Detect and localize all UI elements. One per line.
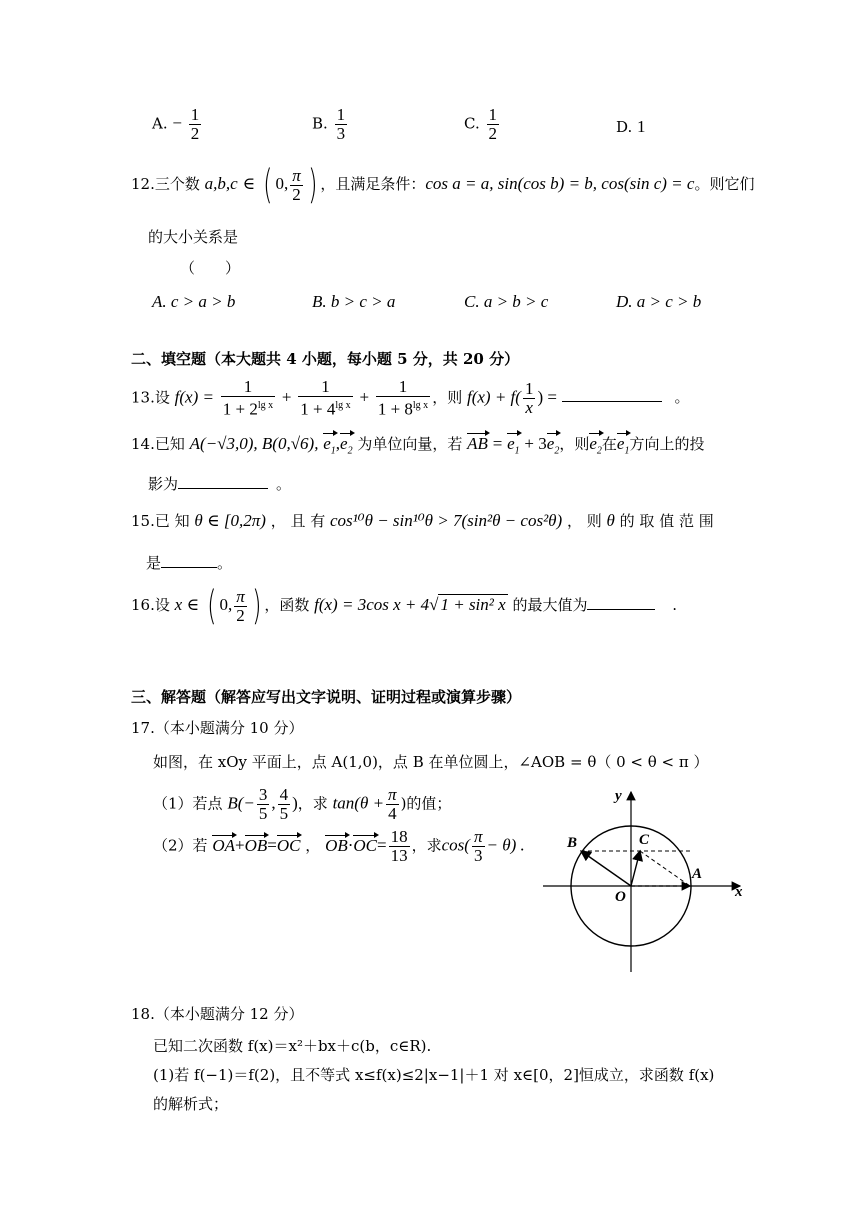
q17-p1-pi-frac	[386, 786, 399, 823]
q18-header: 18.（本小题满分 12 分）	[131, 1005, 304, 1023]
q18-intro: 已知二次函数 f(x)＝x²＋bx＋c(b，c∈R).	[153, 1037, 432, 1055]
q16-two: 2	[236, 605, 245, 625]
q14-number: 14.	[131, 435, 155, 453]
q12-cond-text: ，且满足条件：	[320, 175, 426, 193]
q13-end: 。	[674, 388, 690, 407]
q13-expr: f(x) + f(	[466, 387, 521, 407]
q13-t1-exp: lg x	[257, 400, 274, 411]
q17-p1-four: 4	[388, 804, 397, 823]
q11-d-val: 1	[637, 117, 646, 136]
q17-p1-n1: 3	[258, 785, 268, 804]
q12-rparen: )	[307, 162, 318, 208]
q17-p2-frac	[389, 828, 410, 865]
q17-p2-sep: ，	[305, 836, 321, 855]
q17-p1-d2: 5	[279, 804, 289, 823]
vector-oc	[631, 851, 640, 886]
q17-ob-vec: OB	[244, 835, 268, 855]
q14-text3: 在	[601, 435, 617, 453]
q16-number: 16.	[131, 596, 155, 614]
q16-text2: 的最大值为	[512, 596, 588, 614]
q12-option-d: D. a > c > b	[616, 292, 702, 311]
q11-b-den: 3	[336, 124, 346, 143]
q17-p1-close: )	[292, 793, 298, 813]
q13-t3-num: 1	[376, 378, 430, 397]
q17-p2-d: 13	[390, 846, 408, 865]
q13-term3	[376, 378, 430, 419]
q13-t3-den: 1 + 8	[377, 399, 413, 419]
q12-lparen: (	[262, 162, 273, 208]
q16-pi-frac	[234, 588, 247, 625]
q16-sqrt-body: 1 + sin² x	[440, 595, 506, 614]
q13-t2-exp: lg x	[335, 400, 351, 411]
q13-mid: ，则	[432, 388, 463, 407]
q17-oc-vec-2: OC	[353, 835, 378, 855]
q15-number: 15.	[131, 512, 155, 530]
q17-part1	[153, 786, 451, 823]
q15-lead: 已 知	[154, 512, 190, 530]
q11-a-frac	[189, 106, 202, 143]
q12-option-a: A. c > a > b	[152, 292, 236, 311]
q14-line1: 14.已知 A(−√3,0), B(0,√6), $e_1,e_2$ 为单位向量，若 AB = $e_1 + 3e_2$，则$e_2$在$e_1$方向上的投	[131, 434, 704, 461]
q14-text4: 方向上的投	[629, 435, 705, 453]
q13-plus1: +	[281, 387, 292, 407]
q13-close: ) =	[537, 387, 557, 407]
q12-intro: 三个数	[154, 175, 200, 193]
q13-t2-num: 1	[298, 378, 352, 397]
q13-t3-exp: lg x	[412, 400, 429, 411]
q11-b-frac	[335, 106, 348, 143]
q14-lead: 已知	[154, 435, 185, 453]
q14-e1b: e	[507, 434, 515, 453]
q11-option-c	[464, 106, 501, 143]
q16-rparen: )	[251, 583, 262, 629]
q14-line2	[148, 472, 291, 494]
q15-line2-text: 是	[146, 554, 162, 572]
unit-circle-figure	[535, 780, 750, 975]
q14-e2c-sub: 2	[596, 445, 602, 457]
q14-e2b: e	[546, 434, 555, 453]
q13-recip-num: 1	[524, 378, 534, 398]
q17-ob-vec-2: OB	[325, 835, 348, 855]
q13-answer-blank	[562, 385, 662, 402]
q13-t1-num: 1	[221, 378, 275, 397]
q13-t2-den-wrap	[298, 397, 352, 419]
q13-recip-den: x	[525, 397, 533, 417]
q13-fx: f(x) =	[174, 387, 214, 407]
q14-e1-sub: 1	[330, 445, 336, 457]
q15-expr: cos¹⁰θ − sin¹⁰θ > 7(sin²θ − cos²θ)	[330, 511, 563, 530]
q11-d-label: D.	[616, 118, 633, 136]
q15-text2: ， 则	[566, 512, 602, 530]
q14-e1c-sub: 1	[624, 445, 630, 457]
q14-e2: e	[340, 434, 348, 453]
q17-p2-end: − θ) .	[486, 835, 525, 855]
q12-line2: 的大小关系是	[148, 228, 239, 246]
q16-end: .	[672, 596, 678, 614]
q17-p1-d1: 5	[258, 804, 268, 823]
q13-recip	[523, 380, 536, 417]
q13-t1-den-wrap	[221, 397, 275, 419]
q11-b-num: 1	[336, 105, 346, 124]
q12-interval-left: 0,	[275, 174, 289, 193]
q14-e1-vec-c	[617, 434, 630, 461]
q17-p2-pi-frac	[472, 828, 485, 865]
label-a: A	[692, 866, 703, 882]
q16-pi: π	[236, 586, 245, 606]
q15-theta-in: θ ∈ [0,2π)	[194, 511, 266, 530]
q15-answer-blank	[161, 551, 217, 568]
label-y: y	[615, 788, 622, 804]
q16-lead: 设	[154, 596, 170, 614]
q11-a-den: 2	[190, 124, 200, 143]
q13-number: 13.	[131, 388, 155, 407]
q14-e2c: e	[589, 434, 597, 453]
vector-ob	[581, 851, 631, 886]
q14-points: A(−√3,0), B(0,√6),	[189, 434, 319, 453]
q17-intro: 如图，在 xOy 平面上，点 A(1,0)，点 B 在单位圆上，∠AOB = θ（ 0 < θ < π ）	[153, 753, 709, 771]
q15-end: 。	[217, 554, 233, 572]
q12-in: ∈	[242, 174, 256, 193]
q14-end: 。	[276, 475, 292, 493]
q17-p2-eq3: =	[377, 835, 387, 855]
q11-c-frac	[487, 106, 500, 143]
q13-line	[131, 378, 690, 419]
q14-text2: ，则	[559, 435, 590, 453]
q11-c-label: C.	[464, 114, 480, 133]
q13-t2-den: 1 + 4	[300, 399, 336, 419]
q17-p1-lead: （1）若点	[153, 794, 223, 813]
q12-pi: π	[292, 165, 301, 185]
q16-answer-blank	[587, 593, 655, 610]
q17-p2-pi: π	[473, 827, 483, 846]
section2-title: 二、填空题（本大题共 4 小题，每小题 5 分，共 20 分）	[131, 350, 520, 368]
q17-p2-text: ，求	[411, 836, 442, 855]
q13-term2	[298, 378, 352, 419]
q13-plus2: +	[359, 387, 370, 407]
q18-part1: (1)若 f(−1)＝f(2)，且不等式 x≤f(x)≤2|x−1|＋1 对 x∈[0，2]恒成立，求函数 f(x)	[153, 1066, 715, 1084]
q17-p2-cos: cos(	[441, 835, 470, 855]
q17-p1-text: ，求	[297, 794, 328, 813]
q12-tail: 。则它们	[694, 175, 755, 193]
q15-text1: ， 且 有	[270, 512, 326, 530]
q17-part2	[153, 828, 525, 865]
label-o: O	[615, 889, 626, 905]
q15-theta: θ	[606, 511, 615, 530]
q11-option-b	[312, 106, 349, 143]
q14-ab-vec: AB	[467, 434, 488, 453]
q18-part1-line2: 的解析式；	[153, 1095, 229, 1113]
q12-vars: a,b,c	[204, 174, 238, 193]
q13-t1-den: 1 + 2	[222, 399, 258, 419]
q16-text1: ，函数	[264, 596, 310, 614]
q11-b-label: B.	[312, 114, 328, 133]
q14-e1-vec-b	[507, 434, 520, 461]
q14-e1b-sub: 1	[514, 445, 520, 457]
q11-c-den: 2	[488, 124, 497, 143]
q14-e2b-sub: 2	[554, 445, 560, 457]
q16-fx: f(x) = 3cos x + 4	[314, 595, 430, 614]
q12-option-b: B. b > c > a	[312, 292, 396, 311]
q11-option-d	[616, 117, 646, 137]
q14-line2-text: 影为	[148, 475, 179, 493]
q12-number: 12.	[131, 175, 155, 193]
q12-cond-expr: cos a = a, sin(cos b) = b, cos(sin c) = c	[425, 174, 695, 193]
q12-option-c: C. a > b > c	[464, 292, 549, 311]
q14-e1-vec	[323, 434, 336, 461]
q12-paren-blank: （ ）	[180, 259, 241, 277]
q14-e1c: e	[616, 434, 625, 453]
q17-p1-b: B(−	[227, 793, 255, 813]
q14-text1: 为单位向量，若	[357, 435, 463, 453]
q13-lead: 设	[154, 388, 170, 407]
q17-p1-tan: tan(θ +	[332, 793, 385, 813]
q16-lparen: (	[206, 583, 217, 629]
q11-c-num: 1	[488, 105, 497, 124]
q17-p2-n: 18	[390, 827, 408, 846]
q15-line2	[146, 551, 232, 573]
q17-p1-end: )的值；	[400, 794, 452, 813]
q15-text3: 的 取 值 范 围	[619, 512, 714, 530]
q17-p1-frac1	[257, 786, 270, 823]
label-b: B	[567, 835, 578, 851]
q14-e2-vec-b	[547, 434, 560, 461]
q17-p1-pi: π	[388, 785, 397, 804]
section3-title: 三、解答题（解答应写出文字说明、证明过程或演算步骤）	[131, 688, 522, 706]
q11-a-sign: −	[172, 113, 182, 133]
q17-p2-three: 3	[473, 846, 483, 865]
q17-p2-plus: +	[235, 835, 245, 855]
q14-eq: =	[492, 434, 503, 453]
label-x: x	[735, 884, 743, 900]
q14-plus3: + 3	[524, 434, 547, 453]
q12-line1	[131, 162, 755, 208]
q16-sqrt-sign: √	[429, 595, 439, 614]
q17-p1-frac2	[278, 786, 291, 823]
q11-a-label: A.	[152, 114, 168, 133]
q17-p2-eq: =	[267, 835, 277, 855]
q17-p1-comma: ,	[271, 793, 276, 813]
q15-line1	[131, 511, 714, 531]
q11-a-num: 1	[190, 105, 200, 124]
q11-option-a	[152, 106, 203, 143]
q16-x-in: x ∈	[174, 595, 200, 614]
q17-p2-lead: （2）若	[153, 836, 208, 855]
q17-p2-dot: ·	[347, 835, 354, 855]
q14-e2-vec-c	[589, 434, 602, 461]
q16-line	[131, 583, 678, 629]
q17-oa-vec: OA	[212, 835, 235, 855]
q14-e2-sub: 2	[347, 445, 353, 457]
q13-term1	[221, 378, 275, 419]
q14-answer-blank	[178, 472, 268, 489]
q13-t3-den-wrap	[376, 397, 430, 419]
label-c: C	[639, 832, 650, 848]
q12-pi-frac	[290, 167, 303, 204]
q17-header: 17.（本小题满分 10 分）	[131, 719, 304, 737]
q17-p1-n2: 4	[279, 785, 289, 804]
q12-two: 2	[292, 184, 301, 204]
q14-e2-vec	[340, 434, 353, 461]
q16-int-left: 0,	[219, 595, 233, 614]
q14-e1: e	[323, 434, 331, 453]
q17-oc-vec: OC	[276, 835, 301, 855]
